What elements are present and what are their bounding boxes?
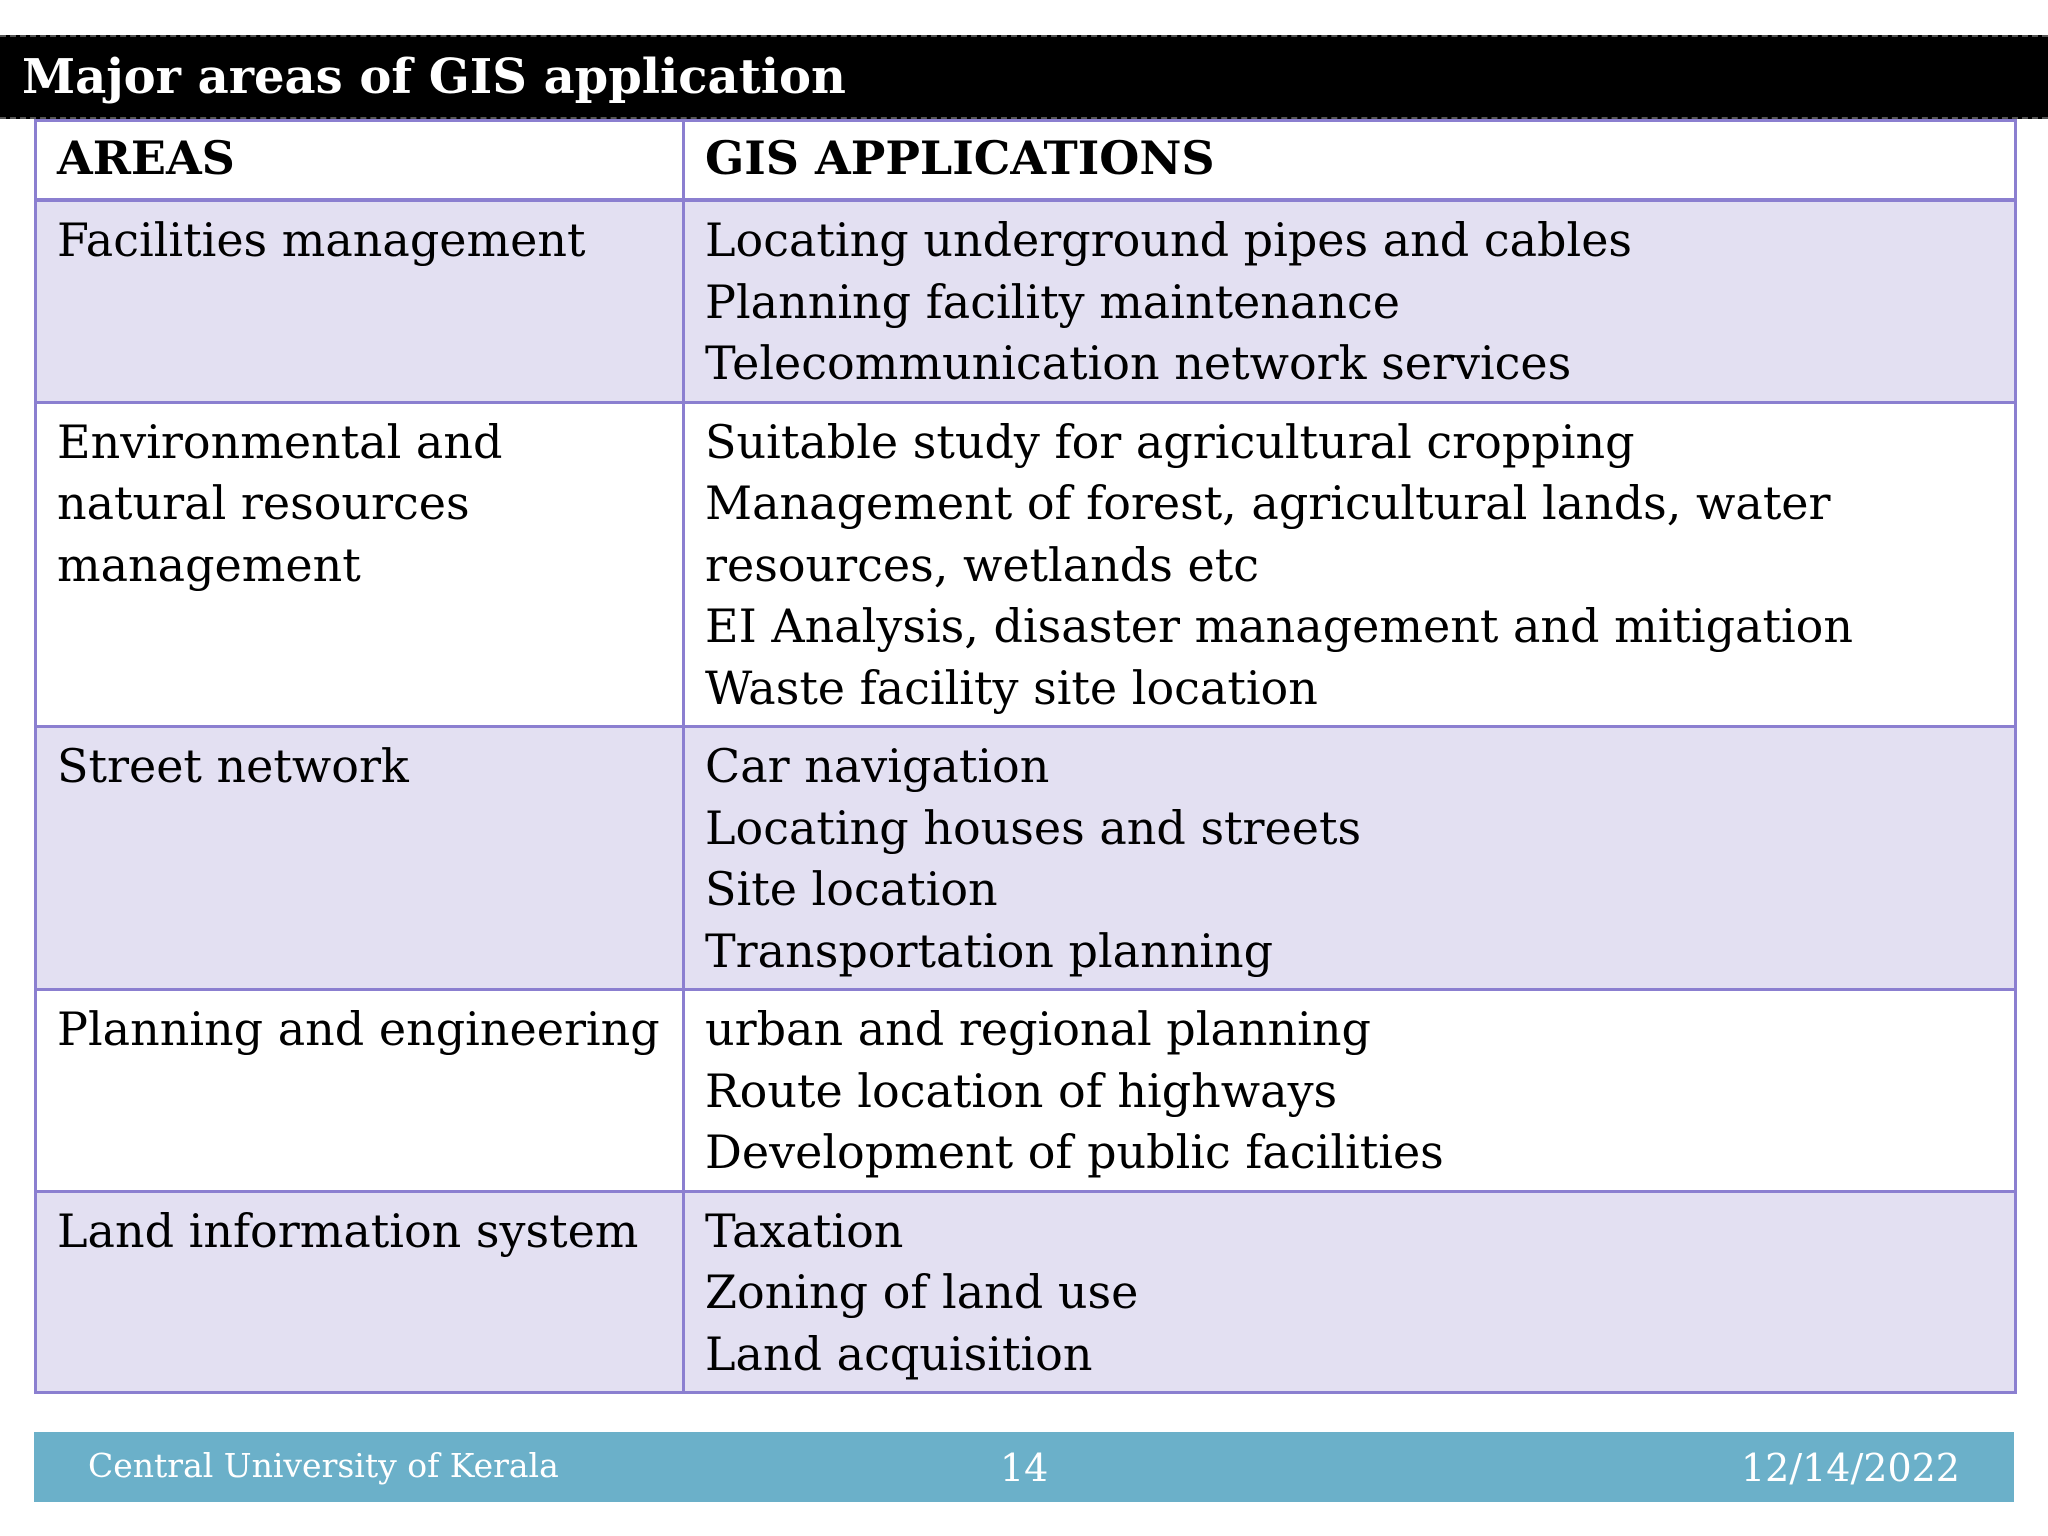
application-item: Locating houses and streets xyxy=(705,800,1362,855)
applications-cell xyxy=(684,1191,2016,1393)
application-item: Development of public facilities xyxy=(705,1125,1444,1179)
area-text: Environmental and xyxy=(57,414,503,469)
application-item: Locating underground pipes and cables xyxy=(705,213,1633,267)
footer-bar xyxy=(34,1432,2014,1502)
application-item: Telecommunication network services xyxy=(705,336,1572,390)
header-gis-applications: GIS APPLICATIONS xyxy=(684,121,2016,201)
area-text: Planning and engineering xyxy=(57,1002,660,1056)
table-row xyxy=(36,402,2016,727)
application-item: Car navigation xyxy=(705,739,1050,793)
table-row xyxy=(36,1191,2016,1393)
application-item: Planning facility maintenance xyxy=(705,274,1400,329)
table-row xyxy=(36,727,2016,990)
table-row xyxy=(36,200,2016,402)
applications-cell xyxy=(684,402,2016,727)
application-item: EI Analysis, disaster management and mitigation xyxy=(705,599,1854,653)
header-areas: AREAS xyxy=(36,121,684,201)
area-text: management xyxy=(57,537,361,592)
applications-cell xyxy=(684,200,2016,402)
application-item: Transportation planning xyxy=(705,923,1274,978)
area-cell xyxy=(36,402,684,727)
area-text: Facilities management xyxy=(57,213,586,267)
slide-title: Major areas of GIS application xyxy=(22,49,846,105)
applications-cell xyxy=(684,727,2016,990)
application-item: Zoning of land use xyxy=(705,1265,1139,1319)
application-item: resources, wetlands etc xyxy=(705,537,1259,592)
footer-institution: Central University of Kerala xyxy=(88,1446,559,1485)
table-row xyxy=(36,990,2016,1192)
area-cell xyxy=(36,1191,684,1393)
area-text: Street network xyxy=(57,739,409,793)
application-item: Taxation xyxy=(705,1203,904,1258)
gis-applications-table xyxy=(34,119,2017,1394)
application-item: Waste facility site location xyxy=(705,660,1318,715)
applications-cell xyxy=(684,990,2016,1192)
area-cell xyxy=(36,990,684,1192)
area-text: Land information system xyxy=(57,1203,639,1258)
title-bar xyxy=(0,35,2048,119)
application-item: Suitable study for agricultural cropping xyxy=(705,414,1635,469)
application-item: urban and regional planning xyxy=(705,1002,1371,1056)
area-cell xyxy=(36,200,684,402)
table-header-row xyxy=(36,121,2016,201)
application-item: Management of forest, agricultural lands, water xyxy=(705,476,1831,530)
application-item: Route location of highways xyxy=(705,1063,1338,1118)
area-text: natural resources xyxy=(57,476,470,530)
area-cell xyxy=(36,727,684,990)
footer-date: 12/14/2022 xyxy=(1740,1446,1960,1490)
application-item: Site location xyxy=(705,862,998,916)
footer-page-number: 14 xyxy=(1000,1446,1049,1490)
application-item: Land acquisition xyxy=(705,1326,1093,1381)
